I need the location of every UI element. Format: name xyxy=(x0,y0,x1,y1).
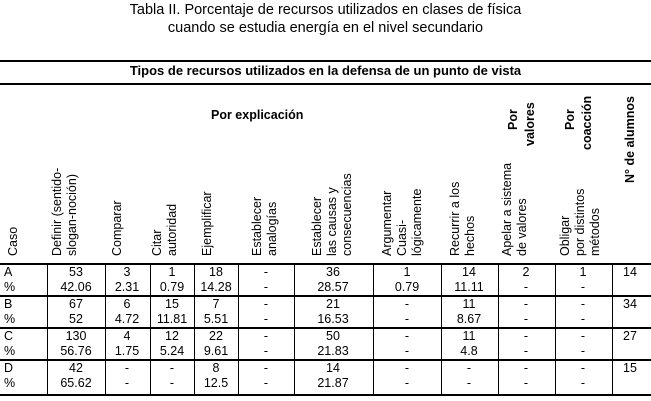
col-header-obligar-line1: Obligar xyxy=(558,215,572,256)
group-header-por-coaccion-line2: coacción xyxy=(580,95,594,150)
row-1-cell-6: 0.79 xyxy=(394,280,420,294)
row-3-cell-3: 5.51 xyxy=(203,312,229,326)
row-6-cell-10: 15 xyxy=(623,361,637,375)
top-rule xyxy=(0,60,651,62)
row-4-cell-1: 4 xyxy=(123,329,131,343)
col-header-ejemplificar: Ejemplificar xyxy=(200,191,214,256)
row-3-cell-8: - xyxy=(523,312,529,326)
col-divider-6 xyxy=(294,263,295,395)
group-header-por-valores-line1: Por xyxy=(506,109,520,130)
row-5-cell-4: - xyxy=(263,344,269,358)
row-6-cell-8: - xyxy=(523,361,529,375)
row-3-cell-2: 11.81 xyxy=(156,312,188,326)
row-6-cell-1: - xyxy=(124,361,130,375)
row-1-case-label: % xyxy=(4,280,16,294)
col-divider-7 xyxy=(373,263,374,395)
row-0-cell-6: 1 xyxy=(403,265,411,279)
table-title: Tipos de recursos utilizados en la defensa de un punto de vista xyxy=(129,63,522,78)
row-2-cell-7: 11 xyxy=(462,297,476,311)
row-4-cell-3: 22 xyxy=(209,329,223,343)
col-header-definir-line1: Definir (sentido- xyxy=(50,167,64,256)
row-4-cell-8: - xyxy=(523,329,529,343)
col-header-citar-line2: autoridad xyxy=(165,203,179,256)
row-1-cell-7: 11.11 xyxy=(454,280,484,294)
row-5-cell-6: - xyxy=(404,344,410,358)
row-0-cell-1: 3 xyxy=(123,265,131,279)
row-7-cell-7: - xyxy=(466,376,472,390)
col-divider-5 xyxy=(238,263,239,395)
col-divider-3 xyxy=(150,263,151,395)
row-5-cell-3: 9.61 xyxy=(203,344,229,358)
row-2-cell-6: - xyxy=(404,297,410,311)
row-2-cell-0: 67 xyxy=(69,297,83,311)
row-1-cell-4: - xyxy=(263,280,269,294)
row-7-cell-0: 65.62 xyxy=(60,376,92,390)
row-3-cell-6: - xyxy=(404,312,410,326)
row-2-cell-4: - xyxy=(263,297,269,311)
col-header-hechos-line1: Recurrir a los xyxy=(448,181,462,256)
row-0-cell-3: 18 xyxy=(209,265,223,279)
row-7-cell-6: - xyxy=(404,376,410,390)
col-divider-9 xyxy=(498,263,499,395)
col-header-causas-line1: Establecer xyxy=(310,196,324,256)
col-header-definir-line2: slogan-noción) xyxy=(65,174,79,256)
row-2-case-label: B xyxy=(4,297,13,311)
row-5-cell-7: 4.8 xyxy=(460,344,478,358)
col-header-argumentar-line3: lógicamente xyxy=(410,188,424,256)
col-header-argumentar-line1: Argumentar xyxy=(380,190,394,256)
row-2-cell-1: 6 xyxy=(123,297,131,311)
row-0-cell-4: - xyxy=(263,265,269,279)
row-6-case-label: D xyxy=(4,361,14,375)
bottom-rule xyxy=(0,394,651,396)
row-7-cell-3: 12.5 xyxy=(203,376,229,390)
col-header-apelar-line2: de valores xyxy=(515,198,529,256)
col-header-argumentar-line2: Cuasi- xyxy=(395,219,409,256)
row-4-cell-9: - xyxy=(580,329,586,343)
row-2-cell-3: 7 xyxy=(212,297,220,311)
group-header-por-explicacion: Por explicación xyxy=(211,108,304,122)
row-4-cell-6: - xyxy=(404,329,410,343)
row-1-cell-1: 2.31 xyxy=(114,280,140,294)
row-1-cell-3: 14.28 xyxy=(200,280,232,294)
row-1-cell-8: - xyxy=(523,280,529,294)
col-header-analogias-line1: Establecer xyxy=(250,196,264,256)
row-7-cell-4: - xyxy=(263,376,269,390)
row-1-cell-0: 42.06 xyxy=(60,280,92,294)
row-5-cell-1: 1.75 xyxy=(114,344,140,358)
col-header-apelar-line1: Apelar a sistema xyxy=(500,162,514,256)
row-4-cell-4: - xyxy=(263,329,269,343)
row-3-case-label: % xyxy=(4,312,16,326)
row-0-cell-9: 1 xyxy=(579,265,587,279)
row-0-cell-8: 2 xyxy=(522,265,530,279)
group-header-n-alumnos: N° de alumnos xyxy=(623,96,637,183)
row-3-cell-7: 8.67 xyxy=(456,312,482,326)
row-6-cell-3: 8 xyxy=(212,361,220,375)
row-6-cell-2: - xyxy=(169,361,175,375)
col-divider-8 xyxy=(441,263,442,395)
row-4-cell-10: 27 xyxy=(623,329,637,343)
row-0-cell-0: 53 xyxy=(69,265,83,279)
row-4-cell-5: 50 xyxy=(326,329,340,343)
col-divider-10 xyxy=(555,263,556,395)
row-5-cell-2: 5.24 xyxy=(159,344,185,358)
row-4-cell-2: 12 xyxy=(165,329,179,343)
row-5-cell-5: 21.83 xyxy=(317,344,349,358)
row-7-cell-1: - xyxy=(124,376,130,390)
row-0-cell-2: 1 xyxy=(168,265,176,279)
row-3-cell-5: 16.53 xyxy=(317,312,349,326)
row-3-cell-9: - xyxy=(580,312,586,326)
row-2-cell-2: 15 xyxy=(165,297,179,311)
col-header-obligar-line3: métodos xyxy=(588,208,602,256)
row-6-cell-5: 14 xyxy=(326,361,340,375)
row-6-cell-4: - xyxy=(263,361,269,375)
col-header-caso: Caso xyxy=(6,226,20,256)
row-0-cell-10: 14 xyxy=(623,265,637,279)
row-7-cell-2: - xyxy=(169,376,175,390)
row-7-case-label: % xyxy=(4,376,16,390)
row-6-cell-9: - xyxy=(580,361,586,375)
row-2-cell-8: - xyxy=(523,297,529,311)
row-7-cell-8: - xyxy=(523,376,529,390)
row-7-cell-9: - xyxy=(580,376,586,390)
col-header-obligar-line2: por distintos xyxy=(573,188,587,256)
row-1-cell-5: 28.57 xyxy=(317,280,349,294)
col-header-citar-line1: Citar xyxy=(150,229,164,256)
row-3-cell-0: 52 xyxy=(69,312,83,326)
row-1-cell-9: - xyxy=(580,280,586,294)
row-2-cell-10: 34 xyxy=(623,297,637,311)
row-6-cell-7: - xyxy=(466,361,472,375)
row-3-cell-4: - xyxy=(263,312,269,326)
row-3-cell-1: 4.72 xyxy=(114,312,140,326)
row-4-case-label: C xyxy=(4,329,14,343)
col-header-causas-line3: consecuencias xyxy=(340,173,354,256)
row-6-cell-0: 42 xyxy=(69,361,83,375)
col-divider-1 xyxy=(47,263,48,395)
row-4-cell-7: 11 xyxy=(462,329,476,343)
row-2-cell-5: 21 xyxy=(326,297,340,311)
col-divider-4 xyxy=(194,263,195,395)
row-6-cell-6: - xyxy=(404,361,410,375)
col-header-causas-line2: las causas y xyxy=(325,187,339,256)
col-header-comparar: Comparar xyxy=(110,200,124,256)
row-0-cell-7: 14 xyxy=(462,265,476,279)
row-4-cell-0: 130 xyxy=(65,329,87,343)
row-5-cell-8: - xyxy=(523,344,529,358)
col-divider-2 xyxy=(105,263,106,395)
row-5-cell-0: 56.76 xyxy=(60,344,92,358)
row-7-cell-5: 21.87 xyxy=(317,376,349,390)
row-0-cell-5: 36 xyxy=(326,265,340,279)
col-header-hechos-line2: hechos xyxy=(463,215,477,256)
group-header-por-valores-line2: valores xyxy=(523,102,537,146)
table-caption-line-2: cuando se estudia energía en el nivel secundario xyxy=(167,20,484,36)
row-0-case-label: A xyxy=(4,265,13,279)
table-caption-line-1: Tabla II. Porcentaje de recursos utilizados en clases de física xyxy=(129,2,522,18)
group-header-por-coaccion-line1: Por xyxy=(563,109,577,130)
title-rule xyxy=(0,83,651,85)
col-header-analogias-line2: analogías xyxy=(265,201,279,256)
row-2-cell-9: - xyxy=(580,297,586,311)
row-5-case-label: % xyxy=(4,344,16,358)
row-5-cell-9: - xyxy=(580,344,586,358)
row-1-cell-2: 0.79 xyxy=(159,280,185,294)
